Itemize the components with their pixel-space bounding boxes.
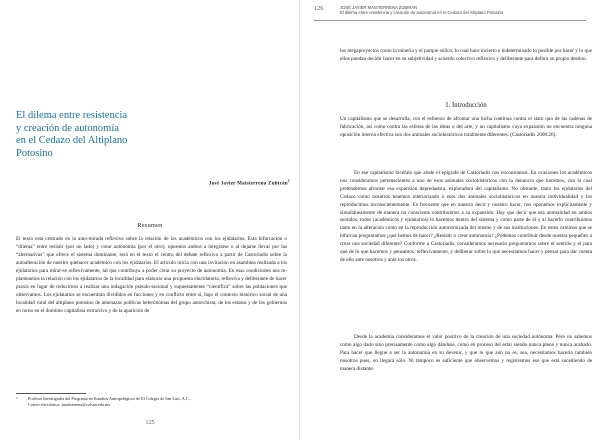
author-footnote-mark[interactable]: 1 xyxy=(287,179,290,183)
abstract-heading: Resumen xyxy=(137,222,163,229)
running-header-author: JOSÉ JAVIER MAISTERRENA ZUBIRÁN xyxy=(340,5,418,10)
body-paragraph: Desde la academia consideramos el valor positivo de la creación de una sociedad autónoma. Pero no sabemos como algo dado sino precisamente como algo dándose, como en proceso del estar siendo nunca pleno y nunca acabado. Para hacer que llegue a ser la autonomía en su devenir, y que lo que aún no es, sea, necesitamos hacerlo también nosotros pues, no llegará sólo. Ni tampoco es suficiente que observemos y registremos eso que está sucediendo de manera distante. xyxy=(340,334,592,372)
header-divider xyxy=(314,20,586,21)
running-header-title: El dilema entre resistencia y creación de autonomía en el Cedazo del Altiplano Potosino xyxy=(340,10,504,16)
page-number: 125 xyxy=(145,420,155,426)
body-paragraph: En ese capitalismo bicéfalo que alude el epígrafe de Castoriadis nos encontramos. En ocasiones los académicos nos consideramos pertenecientes a uno de esos animales sociohistóricos con la denuncia que hacemos, con la cual pretendemos afrontar esa expansión depredadora, explotadora del capitalismo. No obstante, tanto los ejidatarios del Cedazo como nosotros tenemos interiorizado a esos dos animales sociohistóricos en nuestra individualidad y los reproducimos inconscientemente. Es frecuente que en nuestro decir y nuestro hacer, nos oponemos explícitamente y simultáneamente de manera no consciente contribuimos a su expansión. Hay que decir que esa animalidad en ambos sentidos, todos (académicos y ejidatarios) lo hacemos dentro del sistema y como parte de él y al hacerlo contribuimos tanto en la alteración como en la reproducción autonomizada del mismo y de sus instituciones. En estos caminos que se bifurcan preguntamos ¿qué hemos de hacer? ¿Resistir o crear autonomía? ¿Podemos contribuir desde nuestra pequeñez a crear una sociedad diferente? Conforme a Castoriadis, consideramos necesario preguntarnos sobre el sentido y el para qué de lo que hacemos y pensamos, reflexivamente, y deliberar sobre lo que necesitamos hacer y pensar para dar cuenta de ello ante nosotros y ante los otros. xyxy=(340,170,592,263)
footnote-mark: 1 xyxy=(16,396,18,400)
footnote-line: Profesor Investigador del Programa en Estudios Antropológicos de El Colegio de San Luis, A.C., xyxy=(28,396,191,401)
abstract-text: El texto está centrado en la auto-mirada reflexiva sobre la relación de los académicos con los ejidatarios. Esta bifurcación o “dilema” entre resistir (por un lado) y crear autonomía (por el otro), opuestos ambos a integrarse o al dejarse llevar por las “alternativas” que ofrece el sistema dominante, será en el texto el centro del debate reflexivo a partir de Castoriadis sobre la autoalteración de nuestro quehacer académico con los ejidatarios. El artículo inicia con una invitación en asamblea realizada a los ejidatarios para mirar-se reflexivamente, tal que contribuya a poder crear su proyecto de autonomía. En esas condiciones nos re-planteamos la relación con los ejidatarios de la localidad para elaborar una propuesta elucidatoria, reflexiva y deliberante de hacer praxis en lugar de reducirnos a realizar una indagación pseudo-racional y supuestamente “científica” sobre las poblaciones que observamos. Los ejidatarios se encuentran divididos en facciones y en conflicto entre sí, bajo el contexto histórico social de una localidad rural del altiplano potosino de amenazas políticas heterónomas del grupo antorchista; de los estatus y de los gobiernos en turno en el dominio capitalista extractivo y de la aparición de xyxy=(16,236,287,314)
title-line: en el Cedazo del Altiplano xyxy=(16,135,128,146)
footnote-divider xyxy=(16,393,86,394)
title-line: El dilema entre resistencia xyxy=(16,110,128,121)
running-header xyxy=(340,5,503,16)
page-number: 126 xyxy=(314,5,324,12)
footnote xyxy=(16,396,284,408)
title-line: Potosino xyxy=(16,147,53,159)
right-page xyxy=(300,0,600,440)
epigraph-paragraph: Un capitalismo que se desarrolla, con el esfuerzo de afrontar una lucha continua contra el statu quo de las cadenas de fabricación, así como contra las esferas de las ideas o del arte, y un capitalismo cuya expansión no encuentra ninguna oposición interna efectiva son dos animales sociohistóricos totalmente diferentes. (Castoriadis 2008:26). xyxy=(340,116,592,138)
continuation-paragraph: los megaproyectos como la minería y el parque eólico, lo cual hace incierto e indeterminado lo posible por hacer y lo que ellos puedan decidir hacer en su subjetividad y acuerdo colectivo reflexivo y deliberante para definir su propio destino. xyxy=(340,48,592,62)
footnote-line: Correo electrónico: jmaisterrena@colsan.edu.mx xyxy=(28,401,111,407)
article-title xyxy=(16,110,196,160)
author-text: José Javier Maisterrena Zubirán xyxy=(208,180,288,187)
author-name xyxy=(209,179,290,187)
title-line: y creación de autonomía xyxy=(16,122,119,134)
section-heading: 1. Introducción xyxy=(445,102,487,109)
